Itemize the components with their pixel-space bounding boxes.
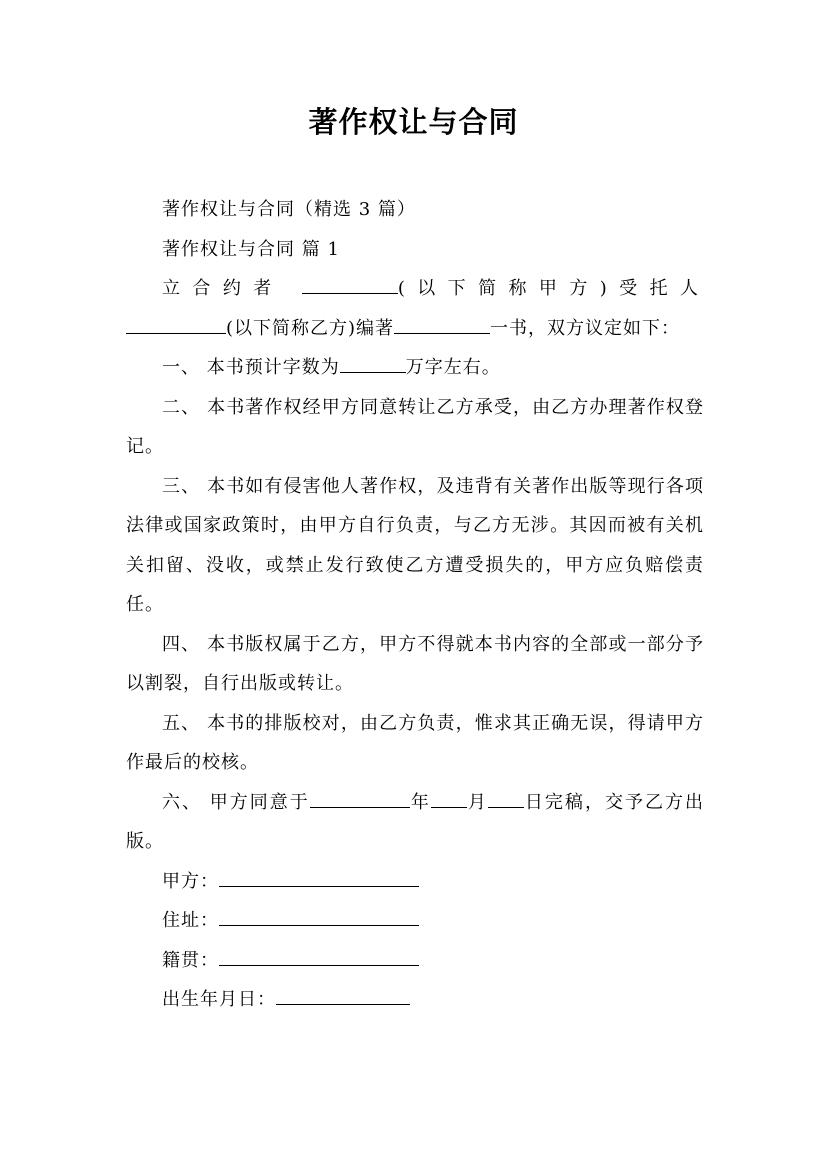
clause-1-text-a: 一、 本书预计字数为 — [162, 357, 340, 378]
blank-year — [310, 788, 410, 808]
clause-6-text-c: 月 — [466, 791, 488, 813]
field-native-place-label: 籍贯： — [162, 949, 219, 971]
clause-6-text-d: 日完稿，交予乙方出版。 — [126, 791, 705, 852]
clause-6-text-b: 年 — [409, 791, 431, 813]
document-body — [126, 190, 704, 1020]
clause-6-text-a: 六、 甲方同意于 — [162, 791, 310, 813]
field-birth-date-label: 出生年月日： — [162, 989, 276, 1010]
section-heading: 著作权让与合同 篇 1 — [162, 238, 340, 260]
blank-party-b-name — [126, 314, 226, 334]
blank-native-place — [219, 946, 419, 966]
clause-5: 五、 本书的排版校对，由乙方负责，惟求其正确无误，得请甲方作最后的校核。 — [126, 712, 704, 773]
field-birth-date — [126, 980, 704, 1020]
clause-1-text-b: 万字左右。 — [405, 357, 501, 378]
blank-book-title — [394, 314, 490, 334]
blank-day — [488, 788, 524, 808]
field-address-label: 住址： — [162, 910, 219, 931]
clause-2: 二、 本书著作权经甲方同意转让乙方承受，由乙方办理著作权登记。 — [126, 396, 704, 457]
clause-6 — [126, 783, 704, 862]
blank-address — [219, 906, 419, 926]
clause-1 — [126, 348, 704, 388]
intro-text-2: (以下简称甲方)受托人 — [397, 278, 705, 299]
field-native-place — [126, 941, 704, 981]
blank-month — [431, 788, 467, 808]
blank-party-a-name — [302, 274, 398, 294]
clause-4: 四、 本书版权属于乙方，甲方不得就本书内容的全部或一部分予以割裂，自行出版或转让。 — [126, 633, 704, 694]
field-party-a — [126, 862, 704, 902]
blank-party-a — [219, 867, 419, 887]
clause-3: 三、 本书如有侵害他人著作权，及违背有关著作出版等现行各项法律或国家政策时，由甲方自行负责，与乙方无涉。其因而被有关机关扣留、没收，或禁止发行致使乙方遭受损失的，甲方应负赔偿责任。 — [126, 475, 704, 615]
field-address — [126, 901, 704, 941]
intro-paragraph — [126, 269, 704, 348]
intro-text-3: (以下简称乙方)编著 — [226, 317, 395, 339]
subtitle: 著作权让与合同（精选 3 篇） — [162, 199, 416, 220]
intro-text-4: 一书，双方议定如下： — [490, 317, 681, 339]
blank-birth-date — [276, 985, 410, 1005]
field-party-a-label: 甲方： — [162, 870, 219, 892]
document-title: 著作权让与合同 — [308, 105, 519, 139]
blank-word-count — [340, 353, 406, 373]
intro-text-1: 立合约者 — [162, 278, 284, 299]
